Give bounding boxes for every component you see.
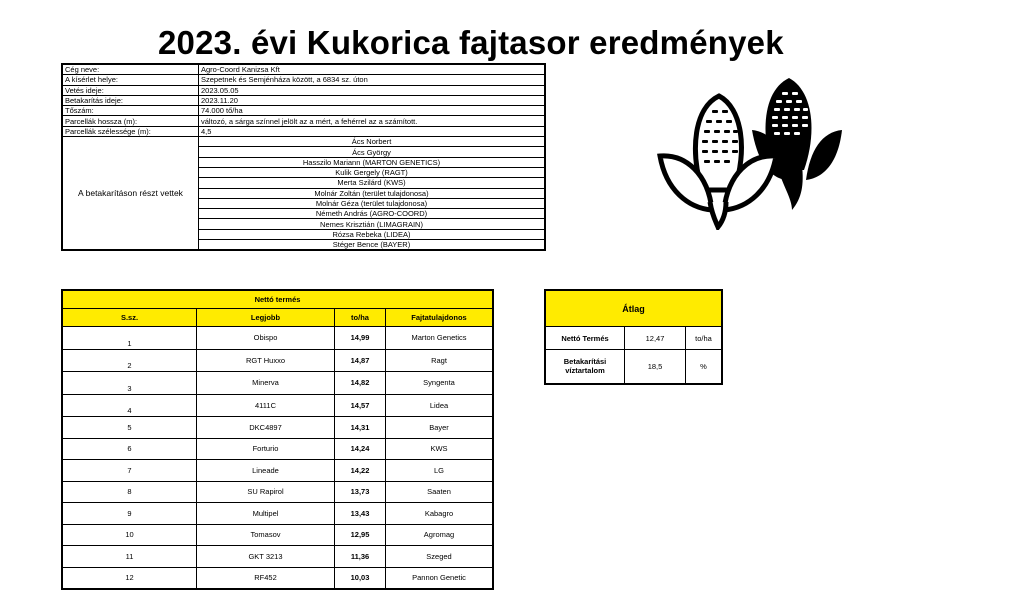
trial-info-table xyxy=(61,63,546,251)
yield-value: 14,24 xyxy=(335,438,386,460)
variety-name: 4111C xyxy=(197,394,335,417)
column-header-owner: Fajtatulajdonos xyxy=(386,309,494,327)
row-number: 1 xyxy=(62,327,197,350)
average-value: 18,5 xyxy=(625,350,686,384)
table-row xyxy=(62,460,493,482)
variety-name: Lineade xyxy=(197,460,335,482)
info-row xyxy=(62,75,545,85)
average-unit: % xyxy=(686,350,723,384)
info-row xyxy=(62,116,545,126)
variety-name: Forturio xyxy=(197,438,335,460)
yield-value: 11,36 xyxy=(335,546,386,568)
row-number: 2 xyxy=(62,349,197,372)
average-value: 12,47 xyxy=(625,327,686,350)
participant-name: Nemes Krisztián (LIMAGRAIN) xyxy=(199,219,546,229)
info-value: 2023.11.20 xyxy=(199,95,546,105)
info-label: Parcellák szélessége (m): xyxy=(62,126,199,136)
column-header-yield: to/ha xyxy=(335,309,386,327)
info-row xyxy=(62,95,545,105)
variety-name: RGT Huxxo xyxy=(197,349,335,372)
table-row xyxy=(62,567,493,589)
row-number: 4 xyxy=(62,394,197,417)
row-number: 6 xyxy=(62,438,197,460)
info-value: Agro-Coord Kanizsa Kft xyxy=(199,64,546,75)
yield-value: 14,87 xyxy=(335,349,386,372)
corn-icon xyxy=(652,70,857,230)
info-value: változó, a sárga színnel jelölt az a mért, a fehérrel az a számított. xyxy=(199,116,546,126)
info-row xyxy=(62,64,545,75)
table-row xyxy=(62,546,493,568)
average-row xyxy=(545,350,722,384)
info-row xyxy=(62,126,545,136)
variety-name: Tomasov xyxy=(197,524,335,546)
info-value: Szepetnek és Semjénháza között, a 6834 sz. úton xyxy=(199,75,546,85)
variety-name: SU Rapirol xyxy=(197,481,335,503)
yield-value: 14,22 xyxy=(335,460,386,482)
yield-value: 14,99 xyxy=(335,327,386,350)
table-row xyxy=(62,372,493,395)
average-table xyxy=(544,289,723,385)
row-number: 5 xyxy=(62,417,197,439)
info-value: 2023.05.05 xyxy=(199,85,546,95)
variety-owner: LG xyxy=(386,460,494,482)
participant-row xyxy=(62,137,545,147)
row-number: 3 xyxy=(62,372,197,395)
info-row xyxy=(62,106,545,116)
table-row xyxy=(62,327,493,350)
average-label: Betakarítási víztartalom xyxy=(545,350,625,384)
average-title: Átlag xyxy=(545,290,722,327)
info-value: 74.000 tő/ha xyxy=(199,106,546,116)
row-number: 11 xyxy=(62,546,197,568)
yield-value: 14,31 xyxy=(335,417,386,439)
table-row xyxy=(62,524,493,546)
table-row xyxy=(62,394,493,417)
variety-name: DKC4897 xyxy=(197,417,335,439)
table-row xyxy=(62,503,493,525)
info-label: Tőszám: xyxy=(62,106,199,116)
yield-value: 13,43 xyxy=(335,503,386,525)
info-row xyxy=(62,85,545,95)
black-corn-cob-icon xyxy=(752,78,842,210)
info-label: A kísérlet helye: xyxy=(62,75,199,85)
row-number: 12 xyxy=(62,567,197,589)
participant-name: Hasszilo Mariann (MARTON GENETICS) xyxy=(199,157,546,167)
variety-owner: Kabagro xyxy=(386,503,494,525)
table-row xyxy=(62,481,493,503)
table-row xyxy=(62,417,493,439)
participant-name: Molnár Zoltán (terület tulajdonosa) xyxy=(199,188,546,198)
participants-label: A betakarításon részt vettek xyxy=(62,137,199,251)
info-value: 4,5 xyxy=(199,126,546,136)
row-number: 8 xyxy=(62,481,197,503)
variety-owner: KWS xyxy=(386,438,494,460)
variety-owner: Saaten xyxy=(386,481,494,503)
participant-name: Merta Szilárd (KWS) xyxy=(199,178,546,188)
column-header-variety: Legjobb xyxy=(197,309,335,327)
table-header-row xyxy=(62,309,493,327)
yield-value: 14,82 xyxy=(335,372,386,395)
average-title-row xyxy=(545,290,722,327)
yield-value: 13,73 xyxy=(335,481,386,503)
yield-value: 12,95 xyxy=(335,524,386,546)
participant-name: Molnár Géza (terület tulajdonosa) xyxy=(199,198,546,208)
net-yield-table xyxy=(61,289,494,590)
variety-owner: Pannon Genetic xyxy=(386,567,494,589)
white-corn-cob-icon xyxy=(660,96,776,227)
net-yield-title: Nettó termés xyxy=(62,290,493,309)
variety-name: Obispo xyxy=(197,327,335,350)
participant-name: Ács Norbert xyxy=(199,137,546,147)
variety-name: Multipel xyxy=(197,503,335,525)
variety-name: GKT 3213 xyxy=(197,546,335,568)
variety-owner: Ragt xyxy=(386,349,494,372)
row-number: 7 xyxy=(62,460,197,482)
variety-owner: Syngenta xyxy=(386,372,494,395)
variety-name: Minerva xyxy=(197,372,335,395)
table-title-row xyxy=(62,290,493,309)
yield-value: 14,57 xyxy=(335,394,386,417)
average-label: Nettó Termés xyxy=(545,327,625,350)
row-number: 9 xyxy=(62,503,197,525)
page-title: 2023. évi Kukorica fajtasor eredmények xyxy=(158,24,784,61)
table-row xyxy=(62,438,493,460)
participant-name: Németh András (AGRO-COORD) xyxy=(199,209,546,219)
average-unit: to/ha xyxy=(686,327,723,350)
participant-name: Kulik Gergely (RAGT) xyxy=(199,167,546,177)
participant-name: Ács György xyxy=(199,147,546,157)
info-label: Parcellák hossza (m): xyxy=(62,116,199,126)
variety-owner: Szeged xyxy=(386,546,494,568)
info-label: Cég neve: xyxy=(62,64,199,75)
participant-name: Rózsa Rebeka (LIDEA) xyxy=(199,229,546,239)
table-row xyxy=(62,349,493,372)
average-row xyxy=(545,327,722,350)
participant-name: Stéger Bence (BAYER) xyxy=(199,240,546,251)
info-label: Vetés ideje: xyxy=(62,85,199,95)
yield-value: 10,03 xyxy=(335,567,386,589)
variety-owner: Agromag xyxy=(386,524,494,546)
variety-owner: Lidea xyxy=(386,394,494,417)
column-header-sequence: S.sz. xyxy=(62,309,197,327)
info-label: Betakarítás ideje: xyxy=(62,95,199,105)
variety-name: RF452 xyxy=(197,567,335,589)
row-number: 10 xyxy=(62,524,197,546)
variety-owner: Marton Genetics xyxy=(386,327,494,350)
variety-owner: Bayer xyxy=(386,417,494,439)
